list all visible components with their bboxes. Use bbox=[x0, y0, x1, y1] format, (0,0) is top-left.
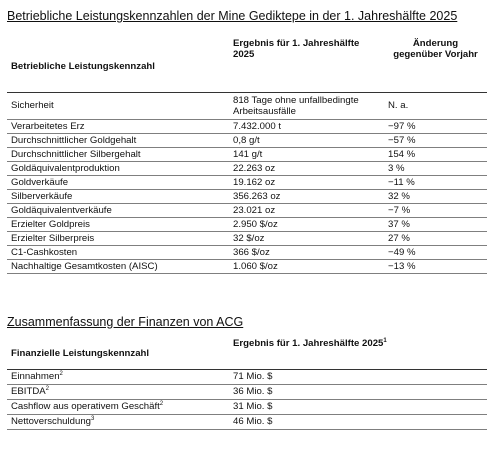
footnote-marker: 2 bbox=[45, 385, 49, 392]
financial-kpi-cell bbox=[7, 414, 229, 429]
financial-kpi-cell bbox=[7, 384, 229, 399]
table-row bbox=[7, 399, 487, 414]
operational-kpi-table bbox=[7, 35, 487, 274]
result-cell: 818 Tage ohne unfallbedingte Arbeitsausfälle bbox=[229, 92, 384, 119]
result-cell: 19.162 oz bbox=[229, 175, 384, 189]
footnote-marker: 2 bbox=[159, 400, 164, 407]
financial-summary-title: Zusammenfassung der Finanzen von ACG bbox=[7, 315, 244, 329]
change-cell: −11 % bbox=[384, 175, 487, 189]
operational-kpi-header-row bbox=[7, 35, 487, 92]
table-row bbox=[7, 92, 487, 119]
table-row bbox=[7, 369, 487, 384]
result-cell: 2.950 $/oz bbox=[229, 217, 384, 231]
result-cell: 0,8 g/t bbox=[229, 133, 384, 147]
financial-result-cell: 46 Mio. $ bbox=[229, 414, 487, 429]
table-row bbox=[7, 384, 487, 399]
financial-kpi-table bbox=[7, 335, 487, 430]
footnote-marker: 1 bbox=[383, 337, 387, 344]
change-cell: −57 % bbox=[384, 133, 487, 147]
result-cell: 32 $/oz bbox=[229, 231, 384, 245]
table-row bbox=[7, 119, 487, 133]
kpi-cell: C1-Cashkosten bbox=[7, 245, 229, 259]
financial-kpi-label: Cashflow aus operativem Geschäft bbox=[11, 401, 160, 412]
change-cell: 32 % bbox=[384, 189, 487, 203]
table-row bbox=[7, 175, 487, 189]
result-cell: 1.060 $/oz bbox=[229, 259, 384, 273]
financial-kpi-label: EBITDA bbox=[11, 386, 46, 397]
result-cell: 7.432.000 t bbox=[229, 119, 384, 133]
table-row bbox=[7, 217, 487, 231]
change-cell: −97 % bbox=[384, 119, 487, 133]
financial-result-header-text: Ergebnis für 1. Jahreshälfte 2025 bbox=[233, 338, 384, 349]
financial-kpi-header-row bbox=[7, 335, 487, 369]
column-header-financial-kpi: Finanzielle Leistungskennzahl bbox=[7, 335, 229, 369]
financial-kpi-label: Nettoverschuldung bbox=[11, 416, 91, 427]
footnote-marker: 3 bbox=[91, 415, 95, 422]
kpi-cell: Silberverkäufe bbox=[7, 189, 229, 203]
change-cell: N. a. bbox=[384, 92, 487, 119]
table-row bbox=[7, 203, 487, 217]
financial-result-cell: 36 Mio. $ bbox=[229, 384, 487, 399]
kpi-cell: Sicherheit bbox=[7, 92, 229, 119]
change-cell: 37 % bbox=[384, 217, 487, 231]
result-cell: 22.263 oz bbox=[229, 161, 384, 175]
column-header-kpi: Betriebliche Leistungskennzahl bbox=[7, 35, 229, 92]
kpi-cell: Durchschnittlicher Silbergehalt bbox=[7, 147, 229, 161]
financial-kpi-cell bbox=[7, 369, 229, 384]
change-cell: 3 % bbox=[384, 161, 487, 175]
result-cell: 23.021 oz bbox=[229, 203, 384, 217]
financial-result-cell: 31 Mio. $ bbox=[229, 399, 487, 414]
change-cell: −13 % bbox=[384, 259, 487, 273]
table-row bbox=[7, 161, 487, 175]
kpi-cell: Durchschnittlicher Goldgehalt bbox=[7, 133, 229, 147]
table-row bbox=[7, 189, 487, 203]
footnote-marker: 2 bbox=[59, 370, 63, 377]
result-cell: 141 g/t bbox=[229, 147, 384, 161]
table-row bbox=[7, 259, 487, 273]
table-row bbox=[7, 414, 487, 429]
change-cell: 27 % bbox=[384, 231, 487, 245]
operational-kpi-title: Betriebliche Leistungskennzahlen der Mine Gediktepe in der 1. Jahreshälfte 2025 bbox=[7, 9, 458, 23]
column-header-result: Ergebnis für 1. Jahreshälfte 2025 bbox=[229, 35, 384, 92]
financial-kpi-label: Einnahmen bbox=[11, 371, 60, 382]
change-cell: −49 % bbox=[384, 245, 487, 259]
change-cell: −7 % bbox=[384, 203, 487, 217]
financial-kpi-cell bbox=[7, 399, 229, 414]
kpi-cell: Goldäquivalentproduktion bbox=[7, 161, 229, 175]
kpi-cell: Erzielter Goldpreis bbox=[7, 217, 229, 231]
kpi-cell: Goldäquivalentverkäufe bbox=[7, 203, 229, 217]
financial-result-cell: 71 Mio. $ bbox=[229, 369, 487, 384]
table-row bbox=[7, 245, 487, 259]
kpi-cell: Verarbeitetes Erz bbox=[7, 119, 229, 133]
result-cell: 366 $/oz bbox=[229, 245, 384, 259]
kpi-cell: Nachhaltige Gesamtkosten (AISC) bbox=[7, 259, 229, 273]
change-cell: 154 % bbox=[384, 147, 487, 161]
table-row bbox=[7, 133, 487, 147]
column-header-change: Änderung gegenüber Vorjahr bbox=[384, 35, 487, 92]
result-cell: 356.263 oz bbox=[229, 189, 384, 203]
table-row bbox=[7, 231, 487, 245]
table-row bbox=[7, 147, 487, 161]
kpi-cell: Erzielter Silberpreis bbox=[7, 231, 229, 245]
column-header-financial-result bbox=[229, 335, 487, 369]
kpi-cell: Goldverkäufe bbox=[7, 175, 229, 189]
